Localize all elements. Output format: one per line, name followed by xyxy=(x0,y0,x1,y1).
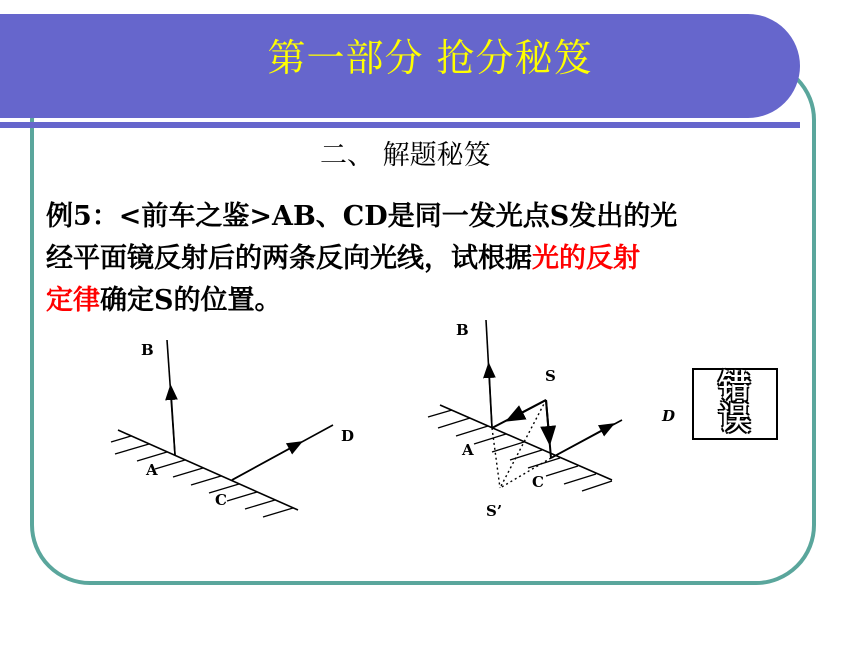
left-label-D: D xyxy=(341,427,355,445)
highlight-law: 定律 xyxy=(46,285,100,316)
section-subtitle: 二、 解题秘笈 xyxy=(320,140,491,171)
example-line-3-text: 确定S的位置。 xyxy=(100,285,282,316)
left-label-B: B xyxy=(141,341,154,359)
example-line-2-text: 经平面镜反射后的两条反向光线，试根据 xyxy=(46,243,532,274)
stamp-char-1: 错 xyxy=(718,367,752,405)
right-label-C: C xyxy=(532,473,544,491)
right-label-S-image: S’ xyxy=(486,502,503,520)
example-line-1: 例5：<前车之鉴>AB、CD是同一发光点S发出的光 xyxy=(46,201,678,232)
right-label-B: B xyxy=(456,321,469,339)
ray-CD-arrow xyxy=(232,445,296,480)
right-label-A: A xyxy=(462,441,474,459)
right-label-D: D xyxy=(662,407,676,425)
stamp-char-2: 误 xyxy=(718,399,752,437)
incident-ray-SA-arrow xyxy=(514,400,546,417)
right-ray-CD-arrow xyxy=(551,427,608,458)
right-label-S: S xyxy=(545,367,556,385)
left-label-A: A xyxy=(146,461,158,479)
left-label-C: C xyxy=(215,491,227,509)
error-stamp xyxy=(692,368,778,440)
slide-title: 第一部分 抢分秘笈 xyxy=(267,36,593,80)
left-mirror xyxy=(118,430,298,510)
ray-AB-arrow xyxy=(171,392,175,455)
right-ray-AB-arrow xyxy=(489,370,492,428)
left-diagram xyxy=(111,340,354,517)
right-diagram xyxy=(428,320,675,520)
highlight-reflection: 光的反射 xyxy=(532,243,640,274)
left-mirror-hatching xyxy=(111,436,293,517)
